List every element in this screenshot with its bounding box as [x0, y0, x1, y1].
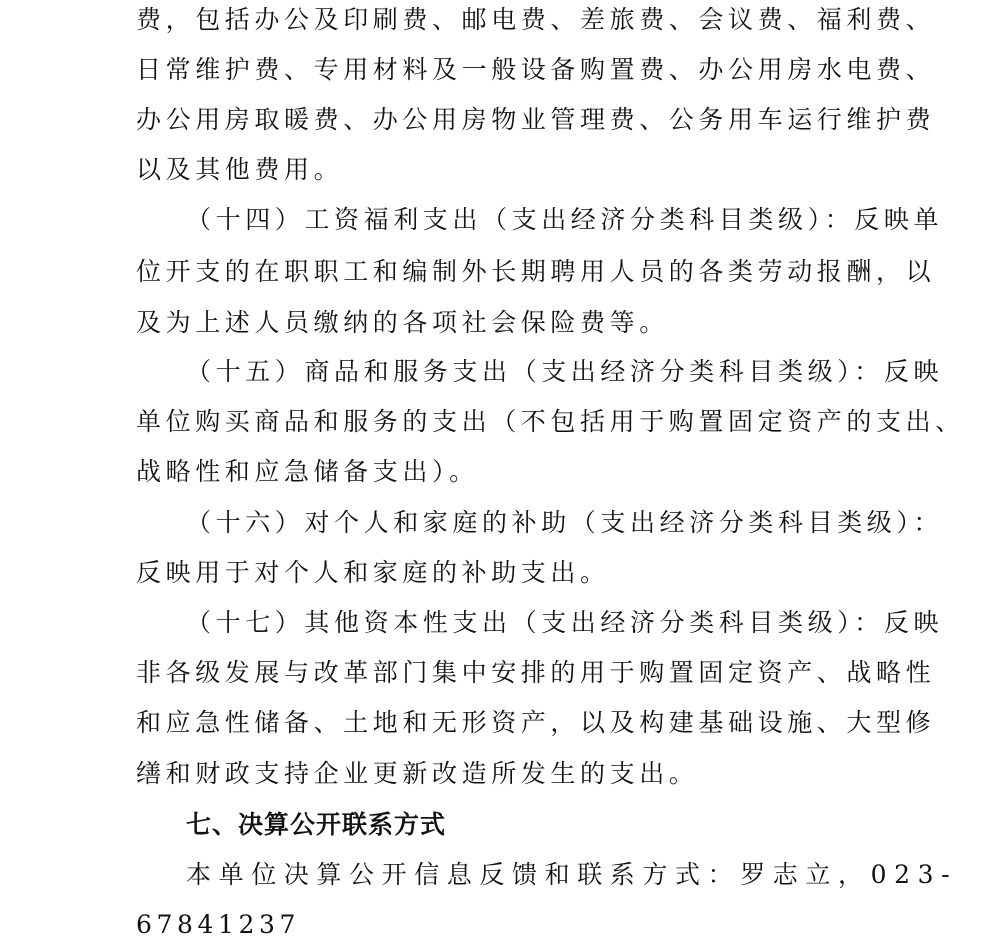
text-line: （十七）其他资本性支出（支出经济分类科目类级）：反映 [186, 608, 944, 637]
contact-phone: 67841237 [136, 910, 301, 939]
text-line: 单位购买商品和服务的支出（不包括用于购置固定资产的支出、 [136, 407, 965, 436]
text-line: 办公用房取暖费、办公用房物业管理费、公务用车运行维护费 [136, 105, 936, 134]
text-line: 缮和财政支持企业更新改造所发生的支出。 [136, 759, 699, 788]
text-line: 反映用于对个人和家庭的补助支出。 [136, 558, 610, 587]
text-line: （十五）商品和服务支出（支出经济分类科目类级）：反映 [186, 357, 944, 386]
text-line: 费，包括办公及印刷费、邮电费、差旅费、会议费、福利费、 [136, 5, 936, 34]
text-line: 战略性和应急储备支出）。 [136, 457, 479, 486]
text-line: 以及其他费用。 [136, 155, 344, 184]
text-line: 和应急性储备、土地和无形资产，以及构建基础设施、大型修 [136, 708, 936, 737]
text-line: 位开支的在职职工和编制外长期聘用人员的各类劳动报酬，以 [136, 257, 936, 286]
text-line: 日常维护费、专用材料及一般设备购置费、办公用房水电费、 [136, 55, 936, 84]
text-line: 本单位决算公开信息反馈和联系方式：罗志立，023- [186, 860, 958, 889]
text-line: （十六）对个人和家庭的补助（支出经济分类科目类级）： [186, 508, 944, 537]
text-line: （十四）工资福利支出（支出经济分类科目类级）：反映单 [186, 205, 944, 234]
text-line: 非各级发展与改革部门集中安排的用于购置固定资产、战略性 [136, 658, 936, 687]
section-heading: 七、决算公开联系方式 [186, 810, 447, 839]
text-line: 及为上述人员缴纳的各项社会保险费等。 [136, 308, 669, 337]
